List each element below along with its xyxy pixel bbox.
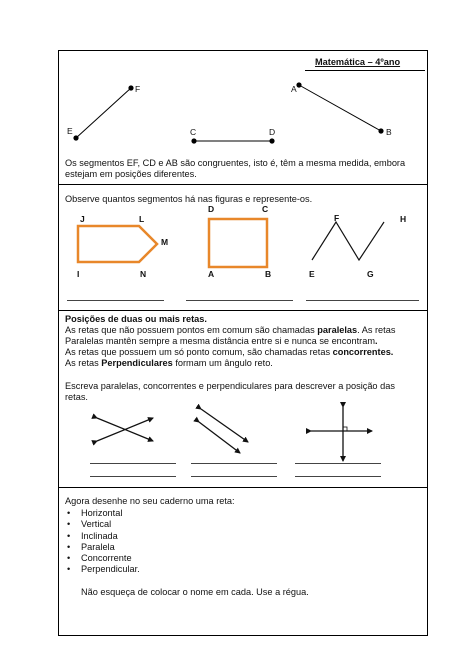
list-item-label: Inclinada	[81, 530, 118, 541]
draw-intro: Agora desenhe no seu caderno uma reta:	[65, 496, 235, 506]
label-b: B	[386, 127, 392, 137]
label-c: C	[190, 127, 197, 137]
answer-line-perpendicular-1[interactable]	[295, 463, 381, 464]
label-a: A	[291, 84, 297, 94]
fig2-label-a: A	[208, 269, 215, 279]
list-item	[65, 553, 140, 564]
worksheet	[58, 50, 428, 636]
list-item	[65, 531, 140, 542]
fig2-label-b: B	[265, 269, 272, 279]
p2-text-a: Paralelas mantên sempre a mesma distância entre si e nunca se encontram	[65, 336, 375, 346]
congruence-text-line-1: Os segmentos EF, CD e AB são congruentes, isto é, têm a mesma medida, embora	[65, 158, 406, 168]
p4-text-a: As retas	[65, 358, 102, 368]
positions-title: Posições de duas ou mais retas.	[65, 314, 207, 324]
p4-text-c: formam um ângulo reto.	[172, 358, 273, 368]
page-title: Matemática – 4ºano	[315, 57, 401, 67]
list-item-label: Horizontal	[81, 508, 123, 518]
p4-keyword-perpendiculares: Perpendiculares	[101, 358, 173, 368]
p1-keyword-paralelas: paralelas	[317, 325, 358, 335]
p3-text-a: As retas que possuem um só ponto comum, são chamadas retas	[65, 347, 333, 357]
fig2-label-d: D	[208, 204, 215, 214]
positions-instruction-line-1: Escreva paralelas, concorrentes e perpendiculares para descrever a posição das	[65, 381, 395, 391]
answer-line-concurrent-1[interactable]	[90, 463, 176, 464]
congruence-text-line-2: estejam em posições diferentes.	[65, 169, 197, 179]
fig1-label-n: N	[140, 269, 147, 279]
list-item-label: Concorrente	[81, 553, 132, 564]
fig3-label-f: F	[334, 213, 340, 223]
parallel-line-1	[201, 409, 248, 442]
fig3-label-g: G	[367, 269, 374, 279]
list-item	[65, 542, 140, 553]
answer-line-perpendicular-2[interactable]	[295, 476, 381, 477]
line-types-list	[65, 508, 140, 576]
answer-line-concurrent-2[interactable]	[90, 476, 176, 477]
list-item-label: Perpendicular.	[81, 564, 140, 575]
fig2-label-c: C	[262, 204, 269, 214]
list-item	[65, 519, 140, 530]
fig1-label-j: J	[80, 214, 85, 224]
list-item-label: Vertical	[81, 519, 112, 530]
label-f: F	[135, 84, 141, 94]
fig3-label-h: H	[400, 214, 407, 224]
draw-footer: Não esqueça de colocar o nome em cada. Use a régua.	[81, 587, 309, 597]
answer-line-parallel-2[interactable]	[191, 476, 277, 477]
list-item-label: Paralela	[81, 541, 115, 552]
p1-text-a: As retas que não possuem pontos em comum são chamadas	[65, 325, 318, 335]
list-item	[65, 564, 140, 575]
label-e: E	[67, 126, 73, 136]
fig1-label-l: L	[139, 214, 145, 224]
answer-line-parallel-1[interactable]	[191, 463, 277, 464]
p2-text-b: .	[374, 336, 378, 346]
positions-instruction-line-2: retas.	[65, 392, 88, 402]
fig3-label-e: E	[309, 269, 315, 279]
divider-3	[59, 487, 427, 488]
label-d: D	[269, 127, 276, 137]
fig1-label-m: M	[161, 237, 169, 247]
p1-text-c: . As retas	[357, 325, 396, 335]
fig1-label-i: I	[77, 269, 80, 279]
parallel-line-2	[199, 422, 240, 453]
figures-instruction: Observe quantos segmentos há nas figuras e represente-os.	[65, 194, 313, 204]
list-item	[65, 508, 140, 519]
line-positions-drawing	[59, 51, 429, 471]
p3-keyword-concorrentes: concorrentes.	[332, 347, 394, 357]
